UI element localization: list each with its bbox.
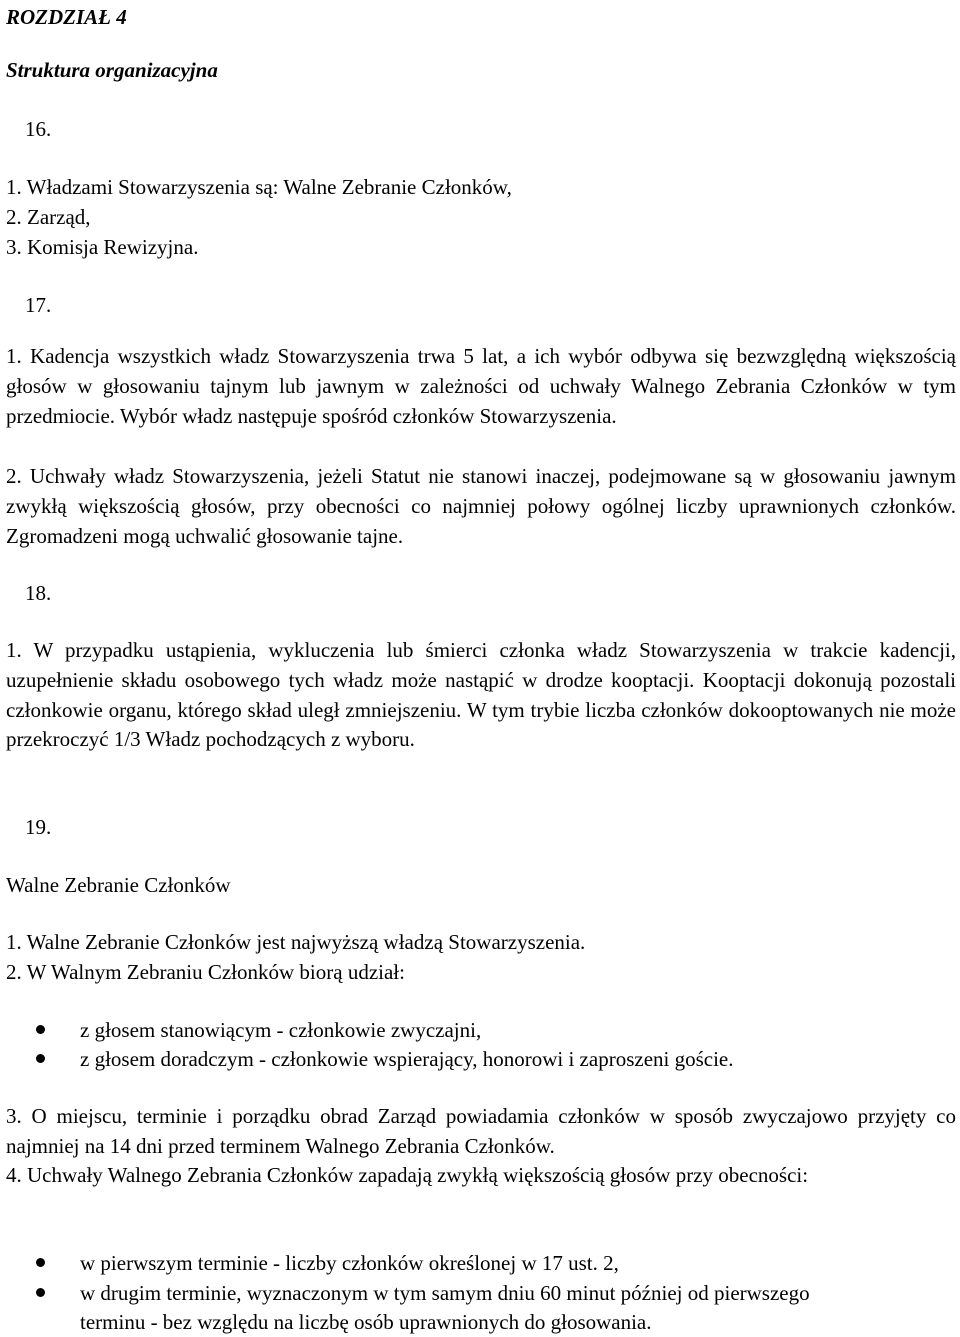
s17-paragraph-1: 1. Kadencja wszystkich władz Stowarzyszenia trwa 5 lat, a ich wybór odbywa się bezwzględną większością głosów w głosowaniu tajnym lub jawnym w zależności od uchwały Walnego Zebrania Członków w tym przedmiocie. Wybór władz następuje spośród członków Stowarzyszenia. — [6, 344, 956, 428]
bullet-icon — [36, 1288, 45, 1297]
s16-line-3: 3. Komisja Rewizyjna. — [6, 235, 199, 259]
s19-line-1: 1. Walne Zebranie Członków jest najwyższą władzą Stowarzyszenia. — [6, 930, 586, 954]
s17-paragraph-2: 2. Uchwały władz Stowarzyszenia, jeżeli Statut nie stanowi inaczej, podejmowane są w głosowaniu jawnym zwykłą większością głosów, przy obecności co najmniej połowy ogólnej liczby uprawnionych członków. Zgromadzeni mogą uchwalić głosowanie tajne. — [6, 464, 956, 548]
s19-paragraph-3: 3. O miejscu, terminie i porządku obrad Zarząd powiadamia członków w sposób zwyczajowo przyjęty co najmniej na 14 dni przed terminem Walnego Zebrania Członków. — [6, 1104, 956, 1158]
list-item: z głosem stanowiącym - członkowie zwyczajni, — [80, 1018, 482, 1042]
section-19-heading — [6, 812, 51, 842]
section-18-heading — [6, 578, 51, 608]
s19-line-2: 2. W Walnym Zebraniu Członków biorą udział: — [6, 960, 405, 984]
list-item: z głosem doradczym - członkowie wspierający, honorowi i zaproszeni goście. — [80, 1047, 734, 1071]
s19-subheading: Walne Zebranie Członków — [6, 873, 231, 897]
section-17-heading — [6, 290, 51, 320]
section-16-heading — [6, 114, 51, 144]
section-19-number: 19. — [25, 815, 52, 839]
section-16-number: 16. — [25, 117, 52, 141]
bullet-icon — [36, 1258, 45, 1267]
s16-line-2: 2. Zarząd, — [6, 205, 91, 229]
list-item: w drugim terminie, wyznaczonym w tym samym dniu 60 minut później od pierwszego — [80, 1281, 810, 1305]
bullet-icon — [36, 1025, 45, 1034]
list-item: w pierwszym terminie - liczby członków określonej w 17 ust. 2, — [80, 1251, 619, 1275]
s19-paragraph-4: 4. Uchwały Walnego Zebrania Członków zapadają zwykłą większością głosów przy obecności: — [6, 1163, 809, 1187]
bullet-icon — [36, 1054, 45, 1063]
chapter-subtitle: Struktura organizacyjna — [6, 58, 218, 82]
section-18-number: 18. — [25, 581, 52, 605]
section-17-number: 17. — [25, 293, 52, 317]
s18-paragraph-1: 1. W przypadku ustąpienia, wykluczenia lub śmierci członka władz Stowarzyszenia w trakcie kadencji, uzupełnienie składu osobowego tych władz może nastąpić w drodze kooptacji. Kooptacji dokonują pozostali członkowie organu, którego skład uległ zmniejszeniu. W tym trybie liczba członków dokooptowanych nie może przekroczyć 1/3 Władz pochodzących z wyboru. — [6, 638, 956, 752]
chapter-title: ROZDZIAŁ 4 — [6, 5, 127, 29]
list-item-continuation: terminu - bez względu na liczbę osób uprawnionych do głosowania. — [80, 1310, 652, 1334]
s16-line-1: 1. Władzami Stowarzyszenia są: Walne Zebranie Członków, — [6, 175, 512, 199]
